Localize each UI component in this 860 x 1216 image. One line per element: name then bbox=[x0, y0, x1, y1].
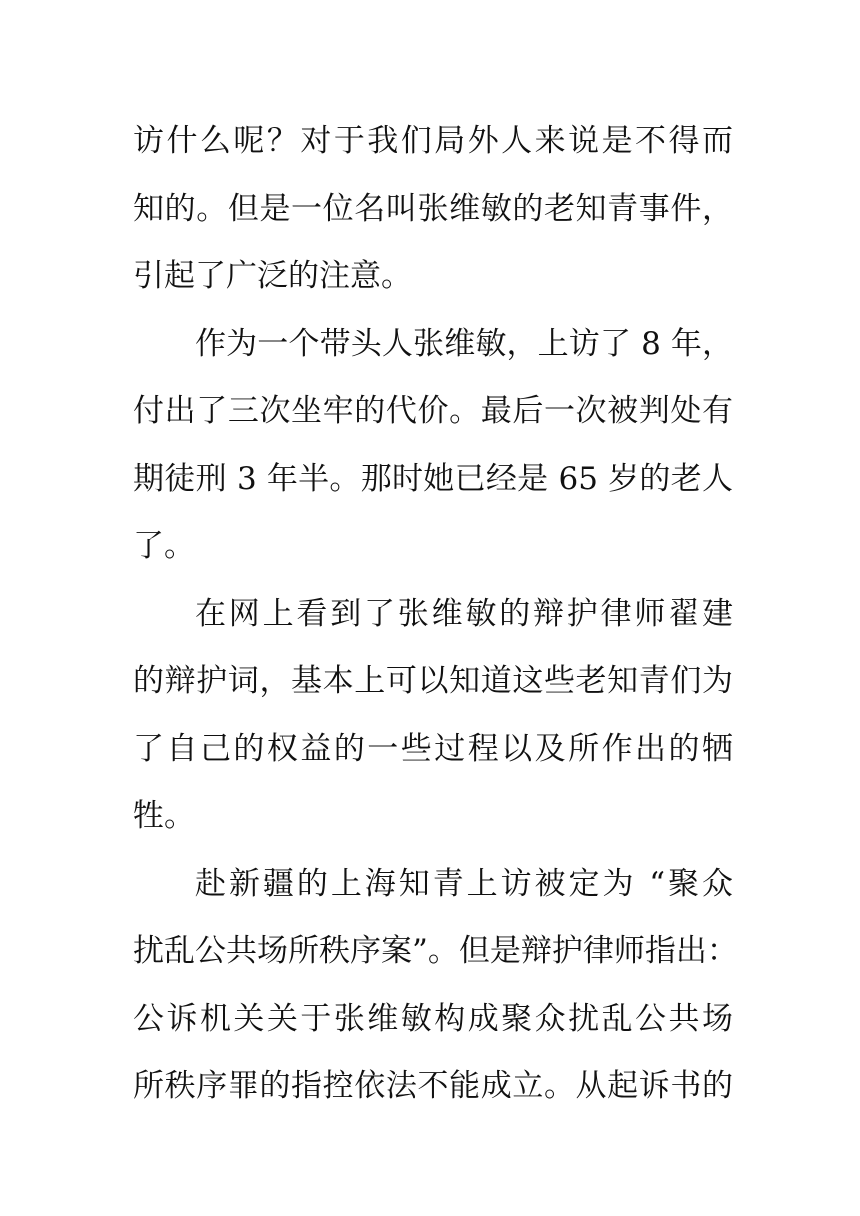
text-line: 扰乱公共场所秩序案”。但是辩护律师指出： bbox=[133, 933, 738, 969]
text-line: 在网上看到了张维敏的辩护律师翟建 bbox=[195, 595, 733, 632]
paragraph bbox=[133, 108, 733, 311]
text-line: 知的。但是一位名叫张维敏的老知青事件， bbox=[133, 190, 733, 227]
paragraph bbox=[133, 581, 733, 851]
text-line: 引起了广泛的注意。 bbox=[133, 258, 412, 294]
text-line: 牲。 bbox=[133, 798, 195, 834]
text-line: 了。 bbox=[133, 528, 195, 564]
text-line: 付出了三次坐牢的代价。最后一次被判处有 bbox=[133, 393, 733, 429]
body-text bbox=[133, 108, 738, 1121]
text-line: 作为一个带头人张维敏，上访了 8 年， bbox=[195, 325, 733, 362]
paragraph bbox=[133, 851, 738, 1121]
text-line: 了自己的权益的一些过程以及所作出的牺 bbox=[133, 730, 733, 767]
paragraph bbox=[133, 311, 733, 581]
text-line: 公诉机关关于张维敏构成聚众扰乱公共场 bbox=[133, 1000, 733, 1037]
text-line: 所秩序罪的指控依法不能成立。从起诉书的 bbox=[133, 1068, 733, 1104]
text-line: 赴新疆的上海知青上访被定为 “聚众 bbox=[195, 865, 733, 902]
text-line: 的辩护词，基本上可以知道这些老知青们为 bbox=[133, 663, 733, 699]
text-line: 期徒刑 3 年半。那时她已经是 65 岁的老人 bbox=[133, 460, 733, 497]
text-line: 访什么呢？对于我们局外人来说是不得而 bbox=[133, 123, 733, 159]
